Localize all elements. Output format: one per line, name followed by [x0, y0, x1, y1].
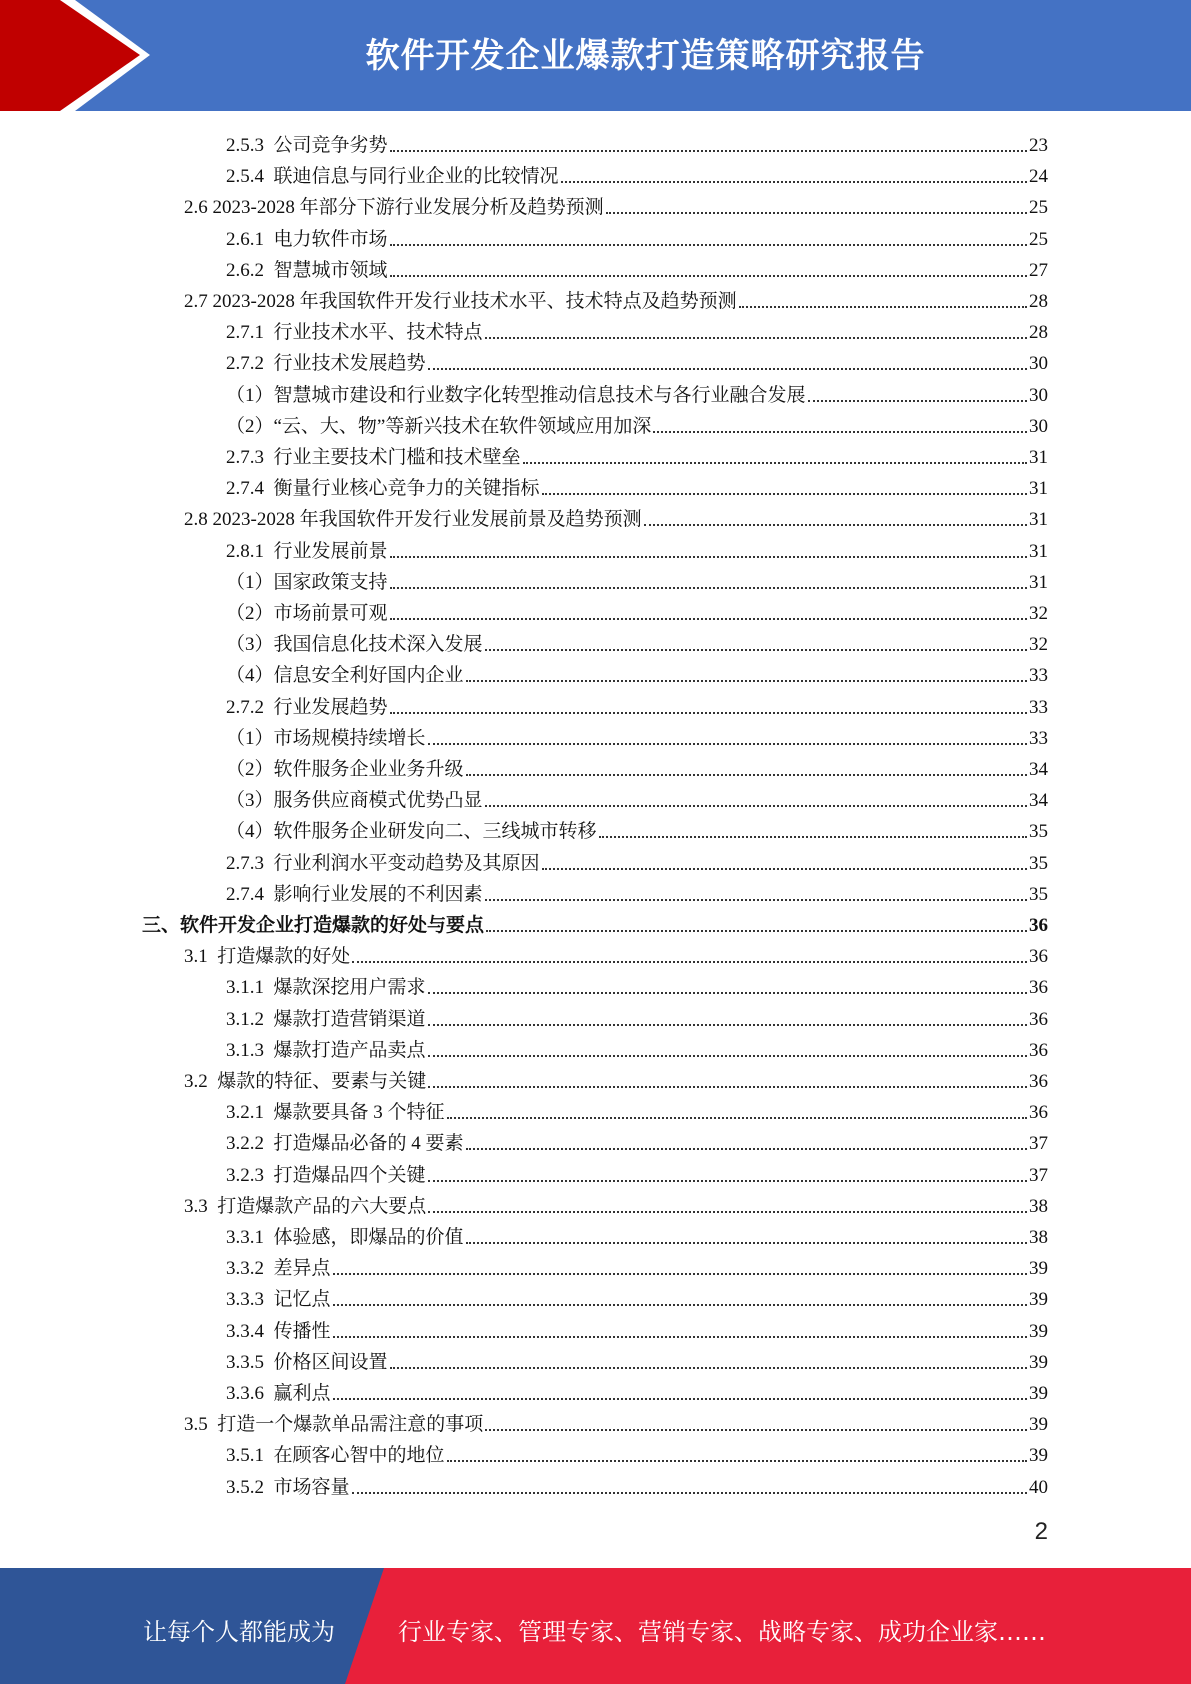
toc-entry-page: 32	[1029, 634, 1048, 656]
toc-entry[interactable]	[226, 969, 1048, 999]
toc-entry-page: 39	[1029, 1383, 1048, 1404]
toc-entry[interactable]	[226, 845, 1048, 875]
toc-entry-label: 3.5.2 市场容量	[226, 1476, 350, 1498]
toc-entry[interactable]	[226, 813, 1048, 843]
toc-entry-label: 2.7.2 行业发展趋势	[226, 696, 388, 718]
toc-entry-page: 31	[1029, 540, 1048, 562]
toc-leader-dots	[485, 337, 1027, 339]
toc-entry-page: 34	[1029, 759, 1048, 780]
toc-entry[interactable]	[226, 1375, 1048, 1405]
toc-entry-label: 2.6.2 智慧城市领域	[226, 259, 388, 281]
toc-entry-label: 3.2.1 爆款要具备 3 个特征	[226, 1102, 445, 1124]
toc-leader-dots	[485, 899, 1027, 901]
toc-leader-dots	[390, 1367, 1027, 1369]
toc-entry-label: 2.5.3 公司竞争劣势	[226, 135, 388, 156]
toc-entry[interactable]	[226, 689, 1048, 719]
toc-leader-dots	[606, 212, 1027, 214]
toc-leader-dots	[390, 587, 1027, 589]
toc-entry[interactable]	[142, 907, 1048, 937]
toc-entry-page: 37	[1029, 1133, 1048, 1155]
toc-entry-page: 30	[1029, 415, 1048, 437]
toc-entry-label: （1）国家政策支持	[226, 571, 388, 593]
toc-leader-dots	[447, 1460, 1027, 1462]
toc-entry-label: 3.3.3 记忆点	[226, 1289, 331, 1311]
toc-entry-label: 2.6.1 电力软件市场	[226, 228, 388, 250]
toc-entry-page: 33	[1029, 665, 1048, 687]
toc-entry-label: 2.8.1 行业发展前景	[226, 540, 388, 562]
toc-entry-page: 35	[1029, 852, 1048, 874]
toc-leader-dots	[466, 1242, 1027, 1244]
toc-entry-label: 三、软件开发企业打造爆款的好处与要点	[142, 915, 485, 936]
toc-entry[interactable]	[226, 252, 1048, 282]
toc-entry[interactable]	[226, 626, 1048, 656]
toc-leader-dots	[428, 1024, 1027, 1026]
toc-entry-label: 3.3.5 价格区间设置	[226, 1351, 388, 1373]
toc-entry-label: 2.5.4 联迪信息与同行业企业的比较情况	[226, 166, 559, 188]
toc-leader-dots	[428, 1211, 1027, 1213]
toc-entry-page: 39	[1029, 1351, 1048, 1373]
toc-entry-page: 24	[1029, 166, 1048, 188]
toc-entry-label: 3.2.2 打造爆品必备的 4 要素	[226, 1133, 464, 1155]
toc-entry[interactable]	[184, 501, 1048, 531]
toc-entry-page: 36	[1029, 915, 1048, 936]
toc-entry-page: 33	[1029, 727, 1048, 749]
toc-entry-page: 36	[1029, 1102, 1048, 1124]
toc-entry[interactable]	[184, 1063, 1048, 1093]
toc-entry-label: 3.3.4 传播性	[226, 1320, 331, 1342]
toc-entry-label: 2.7.1 行业技术水平、技术特点	[226, 322, 483, 344]
toc-entry-label: 2.7.2 行业技术发展趋势	[226, 353, 426, 375]
page-header	[0, 0, 1191, 111]
toc-entry-label: 3.3 打造爆款产品的六大要点	[184, 1195, 427, 1217]
toc-entry[interactable]	[226, 470, 1048, 500]
footer-slogan-right: 行业专家、管理专家、营销专家、战略专家、成功企业家……	[398, 1618, 1046, 1646]
toc-entry[interactable]	[226, 1281, 1048, 1311]
toc-leader-dots	[644, 524, 1027, 526]
toc-entry-page: 36	[1029, 946, 1048, 968]
toc-entry-page: 39	[1029, 1445, 1048, 1467]
toc-leader-dots	[428, 1086, 1027, 1088]
toc-leader-dots	[486, 930, 1027, 932]
toc-entry[interactable]	[226, 533, 1048, 563]
toc-entry[interactable]	[226, 377, 1048, 407]
toc-entry-page: 34	[1029, 790, 1048, 812]
toc-entry[interactable]	[226, 221, 1048, 251]
toc-entry-label: 2.7.4 影响行业发展的不利因素	[226, 883, 483, 905]
toc-leader-dots	[466, 680, 1027, 682]
page-footer	[0, 1568, 1191, 1684]
toc-entry[interactable]	[226, 439, 1048, 469]
toc-entry-label: 3.1.3 爆款打造产品卖点	[226, 1039, 426, 1061]
toc-entry-page: 31	[1029, 478, 1048, 500]
toc-entry[interactable]	[226, 595, 1048, 625]
toc-entry-label: 2.7.3 行业利润水平变动趋势及其原因	[226, 852, 540, 874]
toc-leader-dots	[390, 150, 1027, 152]
toc-entry-page: 39	[1029, 1320, 1048, 1342]
toc-entry[interactable]	[184, 283, 1048, 313]
toc-leader-dots	[466, 774, 1027, 776]
toc-entry-page: 25	[1029, 197, 1048, 219]
toc-entry-page: 30	[1029, 353, 1048, 375]
toc-entry[interactable]	[226, 1094, 1048, 1124]
toc-leader-dots	[447, 1117, 1027, 1119]
toc-entry-page: 31	[1029, 509, 1048, 531]
toc-entry-label: 3.3.6 赢利点	[226, 1383, 331, 1404]
toc-entry-page: 38	[1029, 1227, 1048, 1248]
report-title: 软件开发企业爆款打造策略研究报告	[365, 36, 926, 76]
toc-entry-page: 35	[1029, 821, 1048, 843]
toc-entry-page: 28	[1029, 322, 1048, 344]
toc-entry-label: （1）智慧城市建设和行业数字化转型推动信息技术与各行业融合发展	[226, 384, 806, 406]
toc-entry[interactable]	[184, 938, 1048, 968]
toc-entry[interactable]	[226, 127, 1048, 157]
footer-slogan-left: 让每个人都能成为	[143, 1618, 335, 1646]
toc-entry[interactable]	[226, 876, 1048, 906]
toc-entry-label: （4）信息安全利好国内企业	[226, 665, 464, 687]
toc-entry-page: 30	[1029, 384, 1048, 406]
toc-leader-dots	[333, 1304, 1027, 1306]
toc-entry-label: 3.1.2 爆款打造营销渠道	[226, 1008, 426, 1030]
toc-entry-page: 39	[1029, 1414, 1048, 1436]
toc-entry[interactable]	[226, 1313, 1048, 1343]
toc-entry-label: 3.3.1 体验感，即爆品的价值	[226, 1227, 464, 1248]
page-number: 2	[1034, 1518, 1048, 1545]
toc-leader-dots	[333, 1336, 1027, 1338]
toc-entry-page: 35	[1029, 883, 1048, 905]
toc-leader-dots	[428, 992, 1027, 994]
toc-leader-dots	[390, 618, 1027, 620]
toc-leader-dots	[466, 1148, 1027, 1150]
toc-entry[interactable]	[226, 1157, 1048, 1187]
toc-entry-page: 38	[1029, 1195, 1048, 1217]
toc-entry-label: 2.6 2023-2028 年部分下游行业发展分析及趋势预测	[184, 197, 604, 219]
toc-leader-dots	[333, 1398, 1027, 1400]
toc-entry-label: 2.8 2023-2028 年我国软件开发行业发展前景及趋势预测	[184, 509, 642, 531]
toc-entry[interactable]	[226, 345, 1048, 375]
toc-entry[interactable]	[184, 1406, 1048, 1436]
toc-leader-dots	[653, 431, 1027, 433]
toc-entry-page: 32	[1029, 603, 1048, 624]
toc-entry-label: 3.5 打造一个爆款单品需注意的事项	[184, 1414, 484, 1436]
toc-entry[interactable]	[226, 751, 1048, 781]
toc-entry-label: （3）服务供应商模式优势凸显	[226, 790, 483, 812]
toc-entry[interactable]	[226, 408, 1048, 438]
toc-entry-label: 3.3.2 差异点	[226, 1258, 331, 1280]
toc-entry-page: 40	[1029, 1476, 1048, 1498]
toc-entry[interactable]	[226, 158, 1048, 188]
toc-entry-page: 25	[1029, 228, 1048, 250]
toc-leader-dots	[485, 649, 1027, 651]
toc-entry[interactable]	[184, 1188, 1048, 1218]
toc-entry-page: 36	[1029, 977, 1048, 999]
toc-entry-page: 31	[1029, 571, 1048, 593]
toc-entry-label: 3.1.1 爆款深挖用户需求	[226, 977, 426, 999]
toc-entry[interactable]	[226, 1032, 1048, 1062]
toc-entry-label: 2.7 2023-2028 年我国软件开发行业技术水平、技术特点及趋势预测	[184, 291, 737, 312]
toc-leader-dots	[352, 1492, 1027, 1494]
toc-entry[interactable]	[226, 1437, 1048, 1467]
toc-leader-dots	[599, 836, 1027, 838]
toc-entry[interactable]	[226, 782, 1048, 812]
toc-entry[interactable]	[226, 1469, 1048, 1499]
toc-leader-dots	[428, 1055, 1027, 1057]
toc-entry[interactable]	[226, 1344, 1048, 1374]
toc-leader-dots	[808, 400, 1027, 402]
toc-entry[interactable]	[226, 1125, 1048, 1155]
toc-leader-dots	[428, 368, 1027, 370]
toc-entry[interactable]	[226, 657, 1048, 687]
toc-entry-page: 39	[1029, 1289, 1048, 1311]
toc-entry[interactable]	[226, 1001, 1048, 1031]
toc-entry-page: 23	[1029, 135, 1048, 156]
toc-entry-page: 27	[1029, 259, 1048, 281]
toc-entry-label: 3.2 爆款的特征、要素与关键	[184, 1071, 427, 1092]
toc-leader-dots	[739, 306, 1027, 308]
toc-entry[interactable]	[226, 720, 1048, 750]
toc-entry-label: （4）软件服务企业研发向二、三线城市转移	[226, 821, 597, 843]
toc-entry-label: 2.7.4 衡量行业核心竞争力的关键指标	[226, 478, 540, 500]
toc-leader-dots	[485, 805, 1027, 807]
toc-entry-label: 3.2.3 打造爆品四个关键	[226, 1164, 426, 1186]
toc-leader-dots	[333, 1273, 1027, 1275]
toc-entry-page: 36	[1029, 1071, 1048, 1092]
toc-entry-page: 33	[1029, 696, 1048, 718]
toc-entry-label: （3）我国信息化技术深入发展	[226, 634, 483, 656]
toc-leader-dots	[390, 712, 1027, 714]
toc-leader-dots	[428, 743, 1027, 745]
toc-leader-dots	[542, 493, 1027, 495]
toc-entry-page: 31	[1029, 447, 1048, 468]
toc-entry[interactable]	[226, 564, 1048, 594]
toc-leader-dots	[352, 961, 1027, 963]
toc-entry-label: （2）市场前景可观	[226, 603, 388, 624]
toc-entry-label: （2）“云、大、物”等新兴技术在软件领域应用加深	[226, 415, 652, 437]
toc-entry-page: 39	[1029, 1258, 1048, 1280]
toc-leader-dots	[523, 462, 1027, 464]
toc-entry-page: 28	[1029, 291, 1048, 312]
toc-leader-dots	[390, 244, 1027, 246]
toc-entry-label: 2.7.3 行业主要技术门槛和技术壁垒	[226, 447, 521, 468]
toc-entry-page: 36	[1029, 1008, 1048, 1030]
toc-entry-label: （2）软件服务企业业务升级	[226, 759, 464, 780]
toc-entry-label: （1）市场规模持续增长	[226, 727, 426, 749]
toc-entry-label: 3.5.1 在顾客心智中的地位	[226, 1445, 445, 1467]
toc-entry-label: 3.1 打造爆款的好处	[184, 946, 351, 968]
toc-entry[interactable]	[226, 1250, 1048, 1280]
toc-leader-dots	[390, 556, 1027, 558]
toc-leader-dots	[485, 1429, 1027, 1431]
toc-leader-dots	[428, 1180, 1027, 1182]
toc-leader-dots	[390, 275, 1027, 277]
toc-entry-page: 36	[1029, 1039, 1048, 1061]
toc-entry[interactable]	[226, 314, 1048, 344]
toc-entry[interactable]	[184, 189, 1048, 219]
toc-entry-page: 37	[1029, 1164, 1048, 1186]
toc-leader-dots	[561, 181, 1027, 183]
toc-entry[interactable]	[226, 1219, 1048, 1249]
toc-leader-dots	[542, 868, 1027, 870]
